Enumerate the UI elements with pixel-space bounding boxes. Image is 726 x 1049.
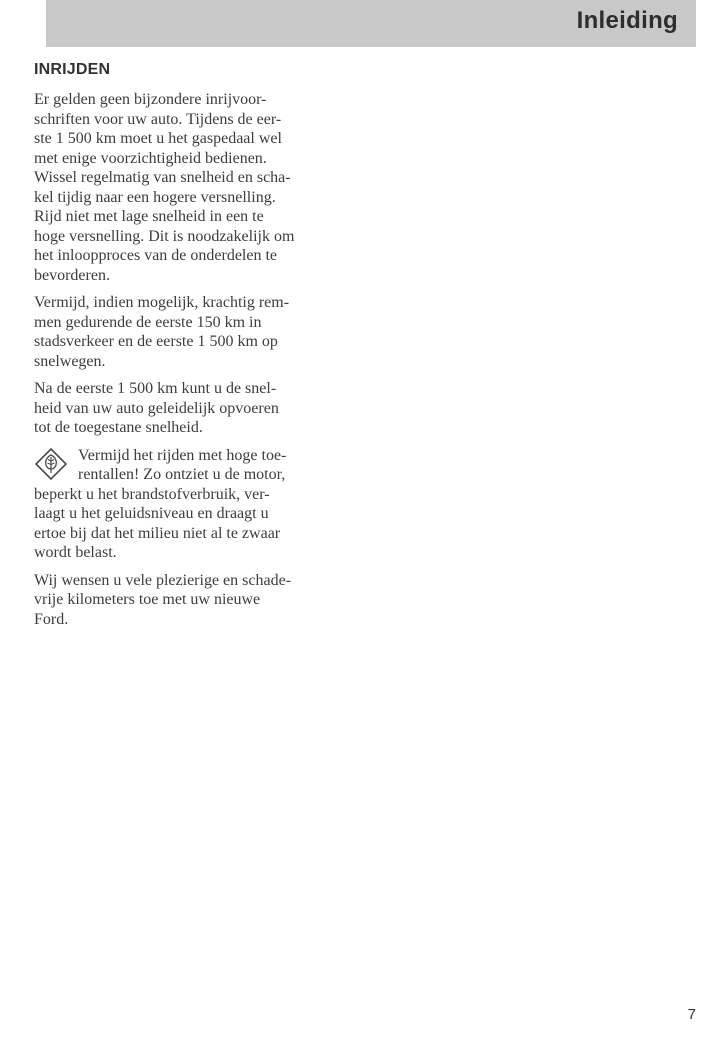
text-line: kel tijdig naar een hogere versnelling. xyxy=(34,188,276,206)
text-line: Wissel regelmatig van snelheid en scha- xyxy=(34,169,291,186)
text-line: wordt belast. xyxy=(34,544,117,561)
text-line: men gedurende de eerste 150 km in xyxy=(34,313,262,331)
text-line: Na de eerste 1 500 km kunt u de snel- xyxy=(34,380,277,397)
text-line: schriften voor uw auto. Tijdens de eer- xyxy=(34,110,282,128)
text-line: Er gelden geen bijzondere inrijvoor- xyxy=(34,91,267,108)
text-line: beperkt u het brandstofverbruik, ver- xyxy=(34,485,270,503)
text-line: met enige voorzichtigheid bedienen. xyxy=(34,149,267,167)
text-line: Ford. xyxy=(34,610,69,628)
paragraph-speed xyxy=(34,379,344,438)
text-line: ertoe bij dat het milieu niet al te zwaar xyxy=(34,524,281,542)
text-line: Vermijd het rijden met hoge toe- xyxy=(78,446,287,464)
body-text xyxy=(34,90,344,637)
text-line: laagt u het geluidsniveau en draagt u xyxy=(34,505,269,522)
paragraph-braking xyxy=(34,293,344,371)
chapter-title: Inleiding xyxy=(576,7,678,34)
text-line: het inloopproces van de onderdelen te xyxy=(34,247,278,264)
environment-leaf-icon xyxy=(34,447,68,481)
text-line: Vermijd, indien mogelijk, krachtig rem- xyxy=(34,294,290,311)
page-number: 7 xyxy=(687,1006,696,1023)
text-line: ste 1 500 km moet u het gaspedaal wel xyxy=(34,130,282,147)
text-line: hoge versnelling. Dit is noodzakelijk om xyxy=(34,227,295,245)
text-line: tot de toegestane snelheid. xyxy=(34,419,203,436)
section-heading: INRIJDEN xyxy=(34,61,111,78)
paragraph-running-in xyxy=(34,90,344,285)
text-line: heid van uw auto geleidelijk opvoeren xyxy=(34,399,279,417)
text-line: rentallen! Zo ontziet u de motor, xyxy=(78,466,286,483)
chapter-header-bar xyxy=(46,0,696,47)
text-line: snelwegen. xyxy=(34,352,106,370)
paragraph-closing xyxy=(34,571,344,630)
text-line: Rijd niet met lage snelheid in een te xyxy=(34,208,264,225)
text-line: bevorderen. xyxy=(34,266,110,284)
text-line: Wij wensen u vele plezierige en schade- xyxy=(34,571,292,589)
text-line: vrije kilometers toe met uw nieuwe xyxy=(34,591,261,608)
text-line: stadsverkeer en de eerste 1 500 km op xyxy=(34,333,278,350)
environment-note xyxy=(34,446,344,563)
